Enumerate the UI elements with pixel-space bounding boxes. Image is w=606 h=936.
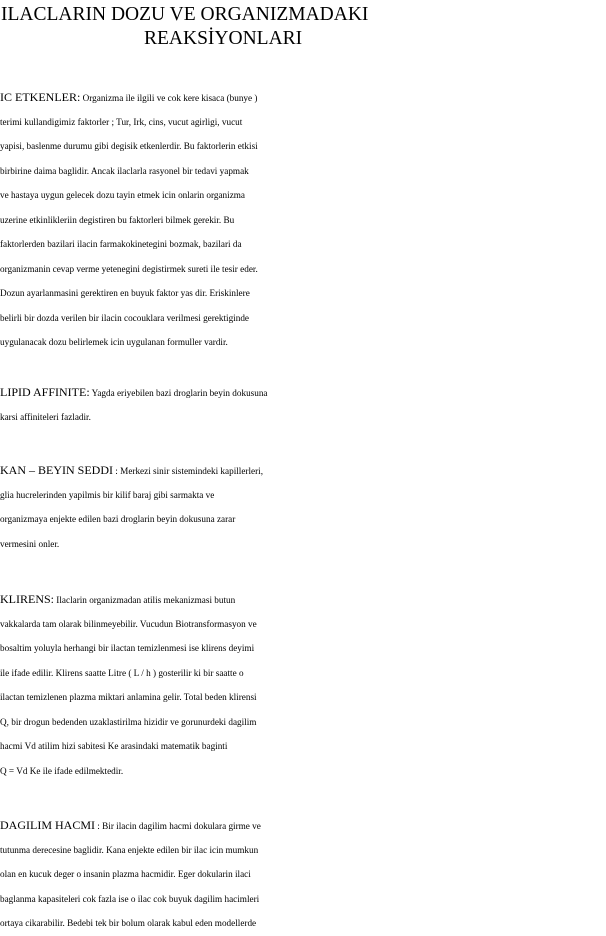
paragraph-line: bosaltim yoluyla herhangi bir ilactan temizlenmesi ise klirens deyimi [0,643,255,653]
paragraph-line: Dozun ayarlanmasini gerektiren en buyuk faktor yas dir. Eriskinlere [0,288,250,298]
paragraph-line: baglanma kapasiteleri cok fazla ise o ilac cok buyuk dagilim hacimleri [0,893,260,904]
paragraph-line [0,85,606,110]
title-line-2: REAKSİYONLARI [144,28,303,49]
paragraph-line: tutunma derecesine baglidir. Kana enjekte edilen bir ilac icin mumkun [0,844,259,855]
section-term: LIPID AFFINITE: [0,385,90,399]
paragraph-line: Q, bir drogun bedenden uzaklastirilma hizidir ve gorunurdeki dagilim [0,716,257,727]
paragraph-line: karsi affiniteleri fazladir. [0,411,91,422]
paragraph-line: vakkalarda tam olarak bilinmeyebilir. Vucudun Biotransformasyon ve [0,618,257,629]
paragraph-line [0,587,606,612]
paragraph-line [0,458,606,483]
paragraph-line [0,380,606,405]
section-kan-beyin-seddi [0,458,606,556]
section-term: KAN – BEYIN SEDDI [0,463,113,477]
paragraph-line: organizmaya enjekte edilen bazi droglarin beyin dokusuna zarar [0,514,236,524]
paragraph-line [0,813,606,838]
section-klirens [0,587,606,783]
section-lipid-affinite [0,380,606,429]
paragraph-text: : Merkezi sinir sistemindeki kapillerleri, [113,466,264,476]
paragraph-text: Organizma ile ilgili ve cok kere kisaca (bunye ) [80,93,258,103]
section-ic-etkenler [0,85,606,355]
paragraph-line: belirli bir dozda verilen bir ilacin cocouklara verilmesi gerektiginde [0,312,249,323]
section-term: DAGILIM HACMI [0,818,95,832]
paragraph-text: Yagda eriyebilen bazi droglarin beyin dokusuna [89,388,268,398]
title-line-1: ILACLARIN DOZU VE ORGANIZMADAKI [1,4,369,25]
paragraph-line: faktorlerden bazilari ilacin farmakokinetegini bozmak, bazilari da [0,239,242,249]
section-dagilim-hacmi [0,813,606,936]
paragraph-text: Ilaclarin organizmadan atilis mekanizmasi butun [54,595,236,605]
section-term: KLIRENS: [0,592,54,606]
paragraph-line: vermesini onler. [0,538,60,549]
paragraph-line: glia hucrelerinden yapilmis bir kilif baraj gibi sarmakta ve [0,489,215,500]
document-title [0,3,606,51]
paragraph-line: olan en kucuk deger o insanin plazma hacmidir. Eger dokularin ilaci [0,869,251,879]
paragraph-line: ortaya cikarabilir. Bedebi tek bir bolum olarak kabul eden modellerde [0,918,257,928]
paragraph-line: birbirine daima baglidir. Ancak ilaclarla rasyonel bir tedavi yapmak [0,165,249,176]
paragraph-text: : Bir ilacin dagilim hacmi dokulara girme ve [95,821,261,831]
paragraph-line: Q = Vd Ke ile ifade edilmektedir. [0,765,124,776]
paragraph-line: organizmanin cevap verme yetenegini degistirmek sureti ile tesir eder. [0,263,258,274]
paragraph-line: yapisi, baslenme durumu gibi degisik etkenlerdir. Bu faktorlerin etkisi [0,141,258,151]
paragraph-line: uygulanacak dozu belirlemek icin uygulanan formuller vardir. [0,337,228,347]
paragraph-line: terimi kullandigimiz faktorler ; Tur, Irk, cins, vucut agirligi, vucut [0,116,243,127]
section-term: IC ETKENLER: [0,90,81,104]
paragraph-line: ilactan temizlenen plazma miktari anlamina gelir. Total beden klirensi [0,692,257,702]
paragraph-line: uzerine etkinlikleriin degistiren bu faktorleri bilmek gerekir. Bu [0,214,235,225]
paragraph-line: ile ifade edilir. Klirens saatte Litre ( L / h ) gosterilir ki bir saatte o [0,667,244,678]
paragraph-line: hacmi Vd atilim hizi sabitesi Ke arasindaki matematik baginti [0,741,228,751]
paragraph-line: ve hastaya uygun gelecek dozu tayin etmek icin onlarin organizma [0,190,245,200]
